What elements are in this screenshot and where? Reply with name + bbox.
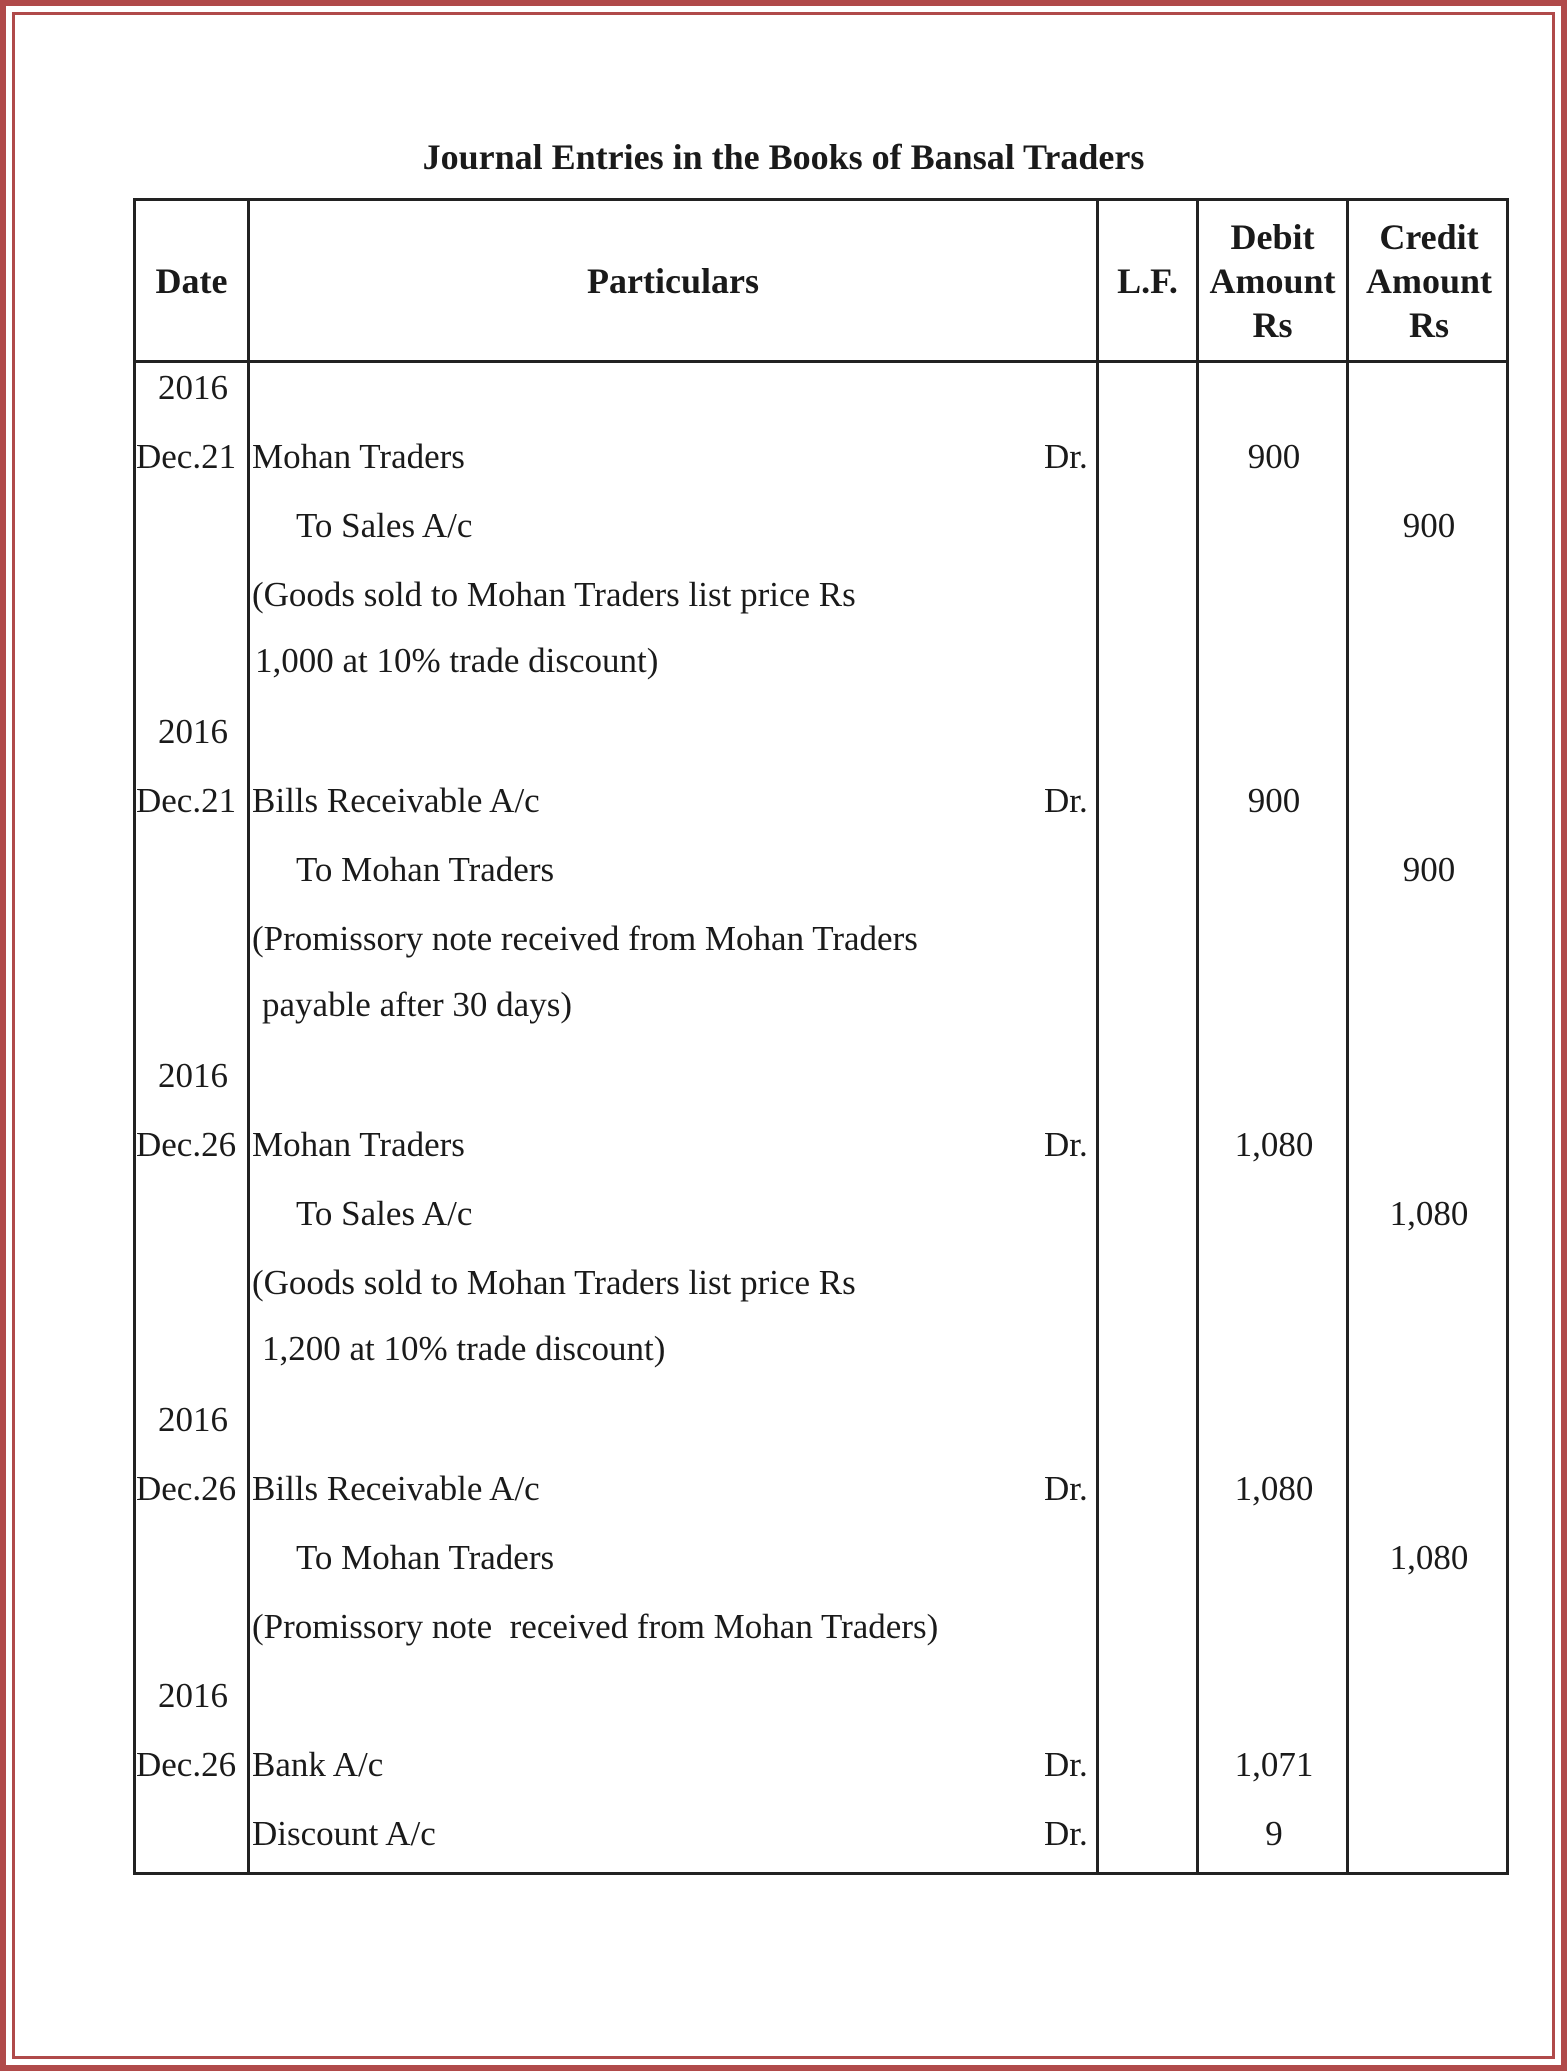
credit-amount: 900 xyxy=(1402,850,1456,889)
entry-year: 2016 xyxy=(158,1676,228,1715)
entry-date: Dec.26 xyxy=(136,1125,237,1164)
divider-date xyxy=(247,201,250,1872)
header-particulars: Particulars xyxy=(587,260,759,301)
debit-amount: 1,080 xyxy=(1234,1469,1314,1508)
header-divider xyxy=(136,360,1506,363)
entry-year: 2016 xyxy=(158,712,228,751)
credit-account: To Mohan Traders xyxy=(296,1538,555,1577)
credit-amount: 900 xyxy=(1402,506,1456,545)
narration-line: (Promissory note received from Mohan Traders) xyxy=(252,1607,939,1646)
debit-amount: 900 xyxy=(1247,437,1301,476)
narration-line: 1,200 at 10% trade discount) xyxy=(262,1329,666,1368)
credit-account: To Sales A/c xyxy=(296,1194,473,1233)
debit-account: Mohan Traders xyxy=(252,1125,465,1164)
debit-amount: 1,071 xyxy=(1234,1745,1314,1784)
header-credit-amount xyxy=(1349,201,1509,360)
journal-table xyxy=(133,198,1509,1875)
debit-account: Bank A/c xyxy=(252,1745,384,1784)
entry-year: 2016 xyxy=(158,1056,228,1095)
page-title: Journal Entries in the Books of Bansal Traders xyxy=(422,137,1145,177)
debit-account: Discount A/c xyxy=(252,1814,436,1853)
narration-line: (Promissory note received from Mohan Traders xyxy=(252,919,918,958)
entry-date: Dec.21 xyxy=(136,781,237,820)
header-date: Date xyxy=(155,260,228,301)
credit-account: To Sales A/c xyxy=(296,506,473,545)
debit-account: Bills Receivable A/c xyxy=(252,781,540,820)
dr-marker: Dr. xyxy=(1044,1125,1088,1164)
dr-marker: Dr. xyxy=(1044,1469,1088,1508)
narration-line: payable after 30 days) xyxy=(262,985,572,1024)
entry-date: Dec.26 xyxy=(136,1469,237,1508)
dr-marker: Dr. xyxy=(1044,1814,1088,1853)
debit-amount: 1,080 xyxy=(1234,1125,1314,1164)
header-lf: L.F. xyxy=(1117,260,1178,301)
header-debit-line-1: Debit xyxy=(1230,216,1315,257)
header-credit-line-2: Amount xyxy=(1365,260,1493,301)
header-debit-line-2: Amount xyxy=(1209,260,1336,301)
debit-account: Mohan Traders xyxy=(252,437,465,476)
header-debit-line-3: Rs xyxy=(1252,304,1293,345)
entry-year: 2016 xyxy=(158,1400,228,1439)
narration-line: 1,000 at 10% trade discount) xyxy=(255,641,659,680)
entry-date: Dec.26 xyxy=(136,1745,237,1784)
debit-amount: 9 xyxy=(1265,1814,1283,1853)
divider-particulars xyxy=(1096,201,1099,1872)
header-credit-line-1: Credit xyxy=(1379,216,1479,257)
dr-marker: Dr. xyxy=(1044,437,1088,476)
narration-line: (Goods sold to Mohan Traders list price Rs xyxy=(252,1263,856,1302)
dr-marker: Dr. xyxy=(1044,781,1088,820)
debit-amount: 900 xyxy=(1247,781,1301,820)
header-credit-line-3: Rs xyxy=(1408,304,1449,345)
entry-date: Dec.21 xyxy=(136,437,237,476)
credit-account: To Mohan Traders xyxy=(296,850,555,889)
entry-year: 2016 xyxy=(158,368,228,407)
header-debit-amount xyxy=(1199,201,1346,360)
narration-line: (Goods sold to Mohan Traders list price Rs xyxy=(252,575,856,614)
debit-account: Bills Receivable A/c xyxy=(252,1469,540,1508)
dr-marker: Dr. xyxy=(1044,1745,1088,1784)
credit-amount: 1,080 xyxy=(1389,1194,1469,1233)
credit-amount: 1,080 xyxy=(1389,1538,1469,1577)
